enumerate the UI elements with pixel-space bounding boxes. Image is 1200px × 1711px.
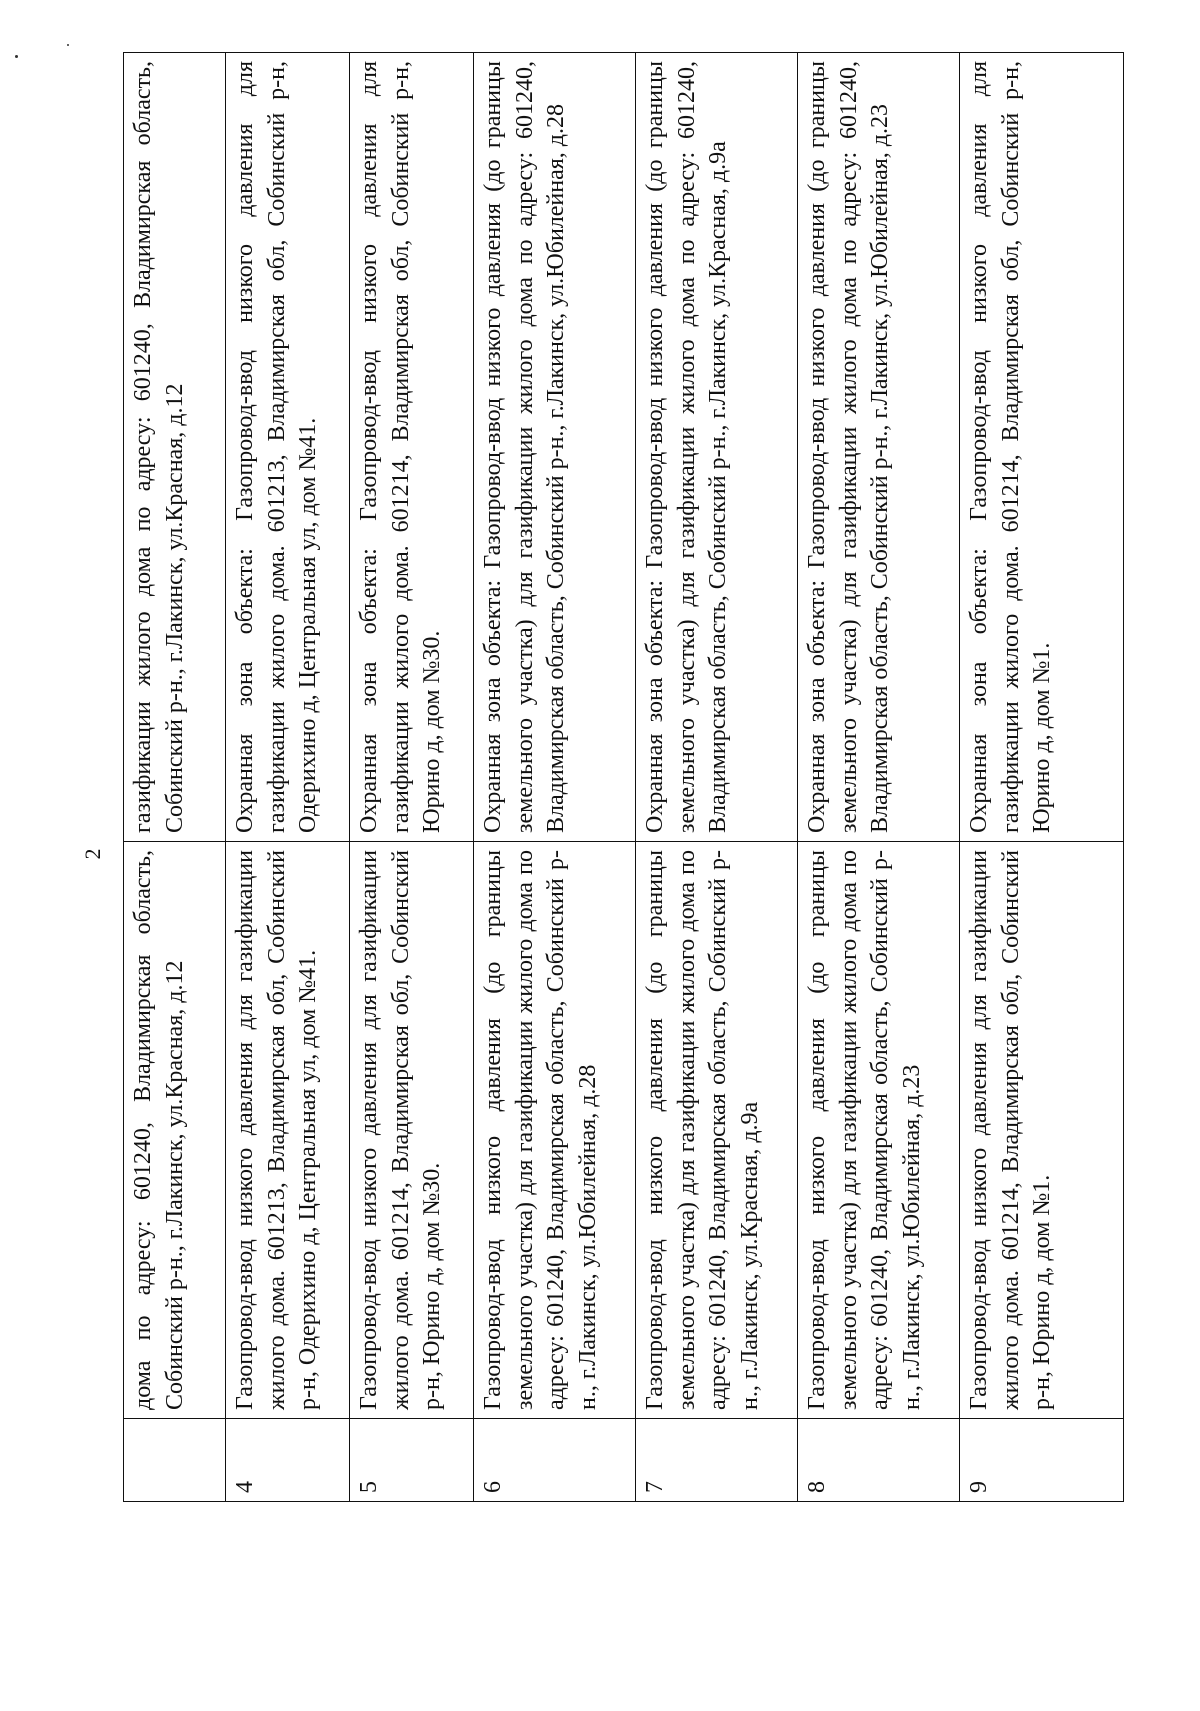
object-description: Газопровод-ввод низкого давления для газификации жилого дома. 601213, Владимирская обл, Собинский р-н, Одерихино д, Центральная ул, дом №41. <box>226 842 350 1419</box>
row-number <box>124 1419 226 1502</box>
object-description: Газопровод-ввод низкого давления для газификации жилого дома. 601214, Владимирская обл, Собинский р-н, Юрино д, дом №1. <box>960 842 1124 1419</box>
table-row <box>124 53 226 1502</box>
object-description: дома по адресу: 601240, Владимирская область, Собинский р-н., г.Лакинск, ул.Красная, д.12 <box>124 842 226 1419</box>
row-number: 9 <box>960 1419 1124 1502</box>
protection-zone-description: Охранная зона объекта: Газопровод-ввод низкого давления для газификации жилого дома. 601214, Владимирская обл, Собинский р-н, Юрино д, дом №30. <box>350 53 474 842</box>
protection-zone-description: Охранная зона объекта: Газопровод-ввод низкого давления (до границы земельного участка) для газификации жилого дома по адресу: 601240, Владимирская область, Собинский р-н., г.Лакинск, ул.Юбилейная, д.28 <box>474 53 636 842</box>
table-row <box>798 53 960 1502</box>
protection-zone-description: газификации жилого дома по адресу: 601240, Владимирская область, Собинский р-н., г.Лакинск, ул.Красная, д.12 <box>124 53 226 842</box>
table-container <box>123 61 1123 1502</box>
object-description: Газопровод-ввод низкого давления для газификации жилого дома. 601214, Владимирская обл, Собинский р-н, Юрино д, дом №30. <box>350 842 474 1419</box>
protection-zone-description: Охранная зона объекта: Газопровод-ввод низкого давления для газификации жилого дома. 601213, Владимирская обл, Собинский р-н, Одерихино д, Центральная ул, дом №41. <box>226 53 350 842</box>
scan-speck <box>67 44 69 46</box>
protection-zone-description: Охранная зона объекта: Газопровод-ввод низкого давления (до границы земельного участка) для газификации жилого дома по адресу: 601240, Владимирская область, Собинский р-н., г.Лакинск, ул.Юбилейная, д.23 <box>798 53 960 842</box>
row-number: 6 <box>474 1419 636 1502</box>
page-number: 2 <box>80 848 105 860</box>
row-number: 4 <box>226 1419 350 1502</box>
table-row <box>226 53 350 1502</box>
table-row <box>474 53 636 1502</box>
protection-zone-table <box>123 52 1124 1502</box>
table-row <box>636 53 798 1502</box>
table-row <box>350 53 474 1502</box>
object-description: Газопровод-ввод низкого давления (до границы земельного участка) для газификации жилого дома по адресу: 601240, Владимирская область, Собинский р-н., г.Лакинск, ул.Красная, д.9а <box>636 842 798 1419</box>
protection-zone-description: Охранная зона объекта: Газопровод-ввод низкого давления для газификации жилого дома. 601214, Владимирская обл, Собинский р-н, Юрино д, дом №1. <box>960 53 1124 842</box>
scan-speck <box>15 55 18 58</box>
object-description: Газопровод-ввод низкого давления (до границы земельного участка) для газификации жилого дома по адресу: 601240, Владимирская область, Собинский р-н., г.Лакинск, ул.Юбилейная, д.23 <box>798 842 960 1419</box>
protection-zone-description: Охранная зона объекта: Газопровод-ввод низкого давления (до границы земельного участка) для газификации жилого дома по адресу: 601240, Владимирская область, Собинский р-н., г.Лакинск, ул.Красная, д.9а <box>636 53 798 842</box>
table-row <box>960 53 1124 1502</box>
row-number: 7 <box>636 1419 798 1502</box>
row-number: 5 <box>350 1419 474 1502</box>
row-number: 8 <box>798 1419 960 1502</box>
object-description: Газопровод-ввод низкого давления (до границы земельного участка) для газификации жилого дома по адресу: 601240, Владимирская область, Собинский р-н., г.Лакинск, ул.Юбилейная, д.28 <box>474 842 636 1419</box>
